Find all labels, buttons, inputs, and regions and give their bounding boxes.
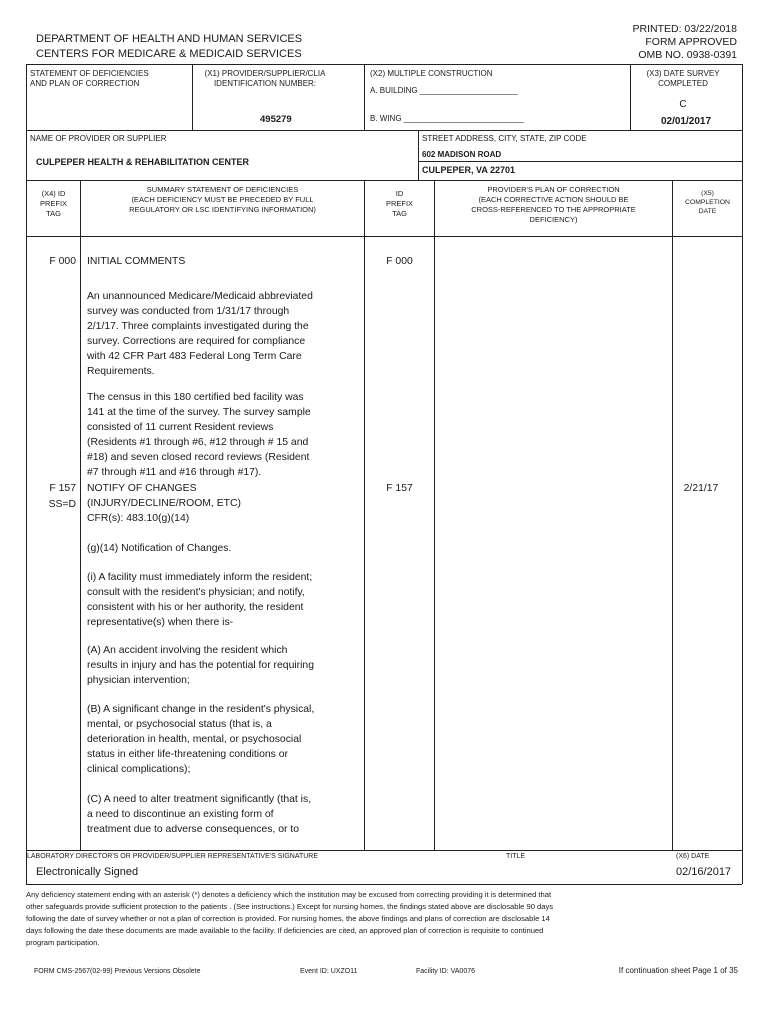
plan-header: PROVIDER'S PLAN OF CORRECTION (EACH CORRECTIVE ACTION SHOULD BE CROSS-REFERENCED TO THE APPROPRIATE DEFICIENCY)	[471, 185, 636, 224]
signature-value: Electronically Signed	[36, 866, 139, 878]
address-label: STREET ADDRESS, CITY, STATE, ZIP CODE	[422, 134, 587, 143]
department-title	[36, 33, 396, 61]
severity-scope: SS=D	[48, 499, 76, 510]
tag-f000: F 000	[49, 256, 76, 267]
provider-name: CULPEPER HEALTH & REHABILITATION CENTER	[36, 157, 249, 167]
initial-comments-title: INITIAL COMMENTS	[87, 256, 186, 267]
tag-f000-right: F 000	[386, 256, 413, 267]
paragraph-3: (g)(14) Notification of Changes.	[87, 543, 232, 554]
x1-label: (X1) PROVIDER/SUPPLIER/CLIA IDENTIFICATION NUMBER:	[204, 69, 326, 88]
signature-label: LABORATORY DIRECTOR'S OR PROVIDER/SUPPLIER REPRESENTATIVE'S SIGNATURE	[27, 853, 319, 860]
summary-header: SUMMARY STATEMENT OF DEFICIENCIES (EACH DEFICIENCY MUST BE PRECEDED BY FULL REGULATORY OR LSC IDENTIFYING INFORMATION)	[129, 185, 316, 214]
paragraph-6: (B) A significant change in the resident's physical, mental, or psychosocial status (that is, a deterioration in health, mental, or psychosocial status in either life-threatening conditions or clinical complications);	[87, 704, 315, 775]
tag-f157-right: F 157	[386, 483, 413, 494]
provider-label: NAME OF PROVIDER OR SUPPLIER	[30, 134, 167, 143]
paragraph-2: The census in this 180 certified bed facility was 141 at the time of the survey. The survey sample consisted of 11 current Resident reviews (Residents #1 through #6, #12 through # 15 and #18) and seven closed record reviews (Resident #7 through #11 and #16 through #17).	[87, 392, 311, 478]
facility-id: Facility ID: VA0076	[416, 968, 476, 975]
paragraph-1: An unannounced Medicare/Medicaid abbreviated survey was conducted from 1/31/17 through 2/1/17. Three complaints investigated during the survey. Corrections are required for compliance with 42 CFR Part 483 Federal Long Term Care Requirements.	[87, 291, 313, 377]
form-approved: FORM APPROVED	[645, 36, 737, 48]
statement-label: STATEMENT OF DEFICIENCIES AND PLAN OF CORRECTION	[30, 69, 149, 88]
provider-id: 495279	[260, 114, 292, 125]
x3-code: C	[679, 99, 687, 110]
address-line-2: CULPEPER, VA 22701	[422, 165, 516, 175]
page-indicator: If continuation sheet Page 1 of 35	[618, 966, 738, 975]
address-line-1: 602 MADISON ROAD	[422, 150, 502, 159]
disclaimer-text: Any deficiency statement ending with an asterisk (*) denotes a deficiency which the institution may be excused from correcting providing it is determined that other safeguards provide sufficient protection to the patients . (See instructions.) Except for nursing homes, the findings stated above are disclosable 90 days following the date of survey whether or not a plan of correction is provided. For nursing homes, the above findings and plans of correction are disclosable 14 days following the date these documents are made available to the facility. If deficiencies are cited, an approved plan of correction is requisite to continued program participation.	[26, 890, 554, 947]
date-label: (X6) DATE	[676, 853, 710, 860]
paragraph-7: (C) A need to alter treatment significantly (that is, a need to discontinue an existing form of treatment due to adverse consequences, or to	[87, 794, 312, 835]
omb-number: OMB NO. 0938-0391	[638, 49, 737, 61]
form-info	[560, 23, 737, 62]
x3-label: (X3) DATE SURVEY COMPLETED	[646, 69, 720, 88]
paragraph-4: (i) A facility must immediately inform the resident; consult with the resident's physician; and notify, consistent with his or her authority, the resident representative(s) when there is-	[87, 572, 313, 628]
survey-completed-date: 02/01/2017	[660, 116, 712, 127]
building-label: A. BUILDING ______________________	[370, 86, 518, 95]
completion-date: 2/21/17	[683, 483, 719, 494]
x5-header: (X5) COMPLETION DATE	[685, 190, 730, 215]
title-label: TITLE	[506, 853, 526, 860]
id-header: ID PREFIX TAG	[385, 189, 414, 218]
tag-f157: F 157	[49, 483, 76, 494]
signature-date: 02/16/2017	[676, 866, 732, 878]
x4-header: (X4) ID PREFIX TAG	[39, 189, 68, 218]
printed-date: PRINTED: 03/22/2018	[632, 23, 737, 35]
department-line-1: DEPARTMENT OF HEALTH AND HUMAN SERVICES	[36, 33, 303, 45]
event-id: Event ID: UXZO11	[300, 968, 358, 975]
x2-label: (X2) MULTIPLE CONSTRUCTION	[370, 69, 493, 78]
department-line-2: CENTERS FOR MEDICARE & MEDICAID SERVICES	[36, 48, 302, 60]
paragraph-5: (A) An accident involving the resident which results in injury and has the potential for requiring physician intervention;	[87, 645, 314, 686]
form-number: FORM CMS-2567(02-99) Previous Versions Obsolete	[34, 968, 201, 975]
wing-label: B. WING ___________________________	[370, 114, 524, 123]
notify-of-changes-title: NOTIFY OF CHANGES (INJURY/DECLINE/ROOM, ETC) CFR(s): 483.10(g)(14)	[87, 483, 241, 524]
